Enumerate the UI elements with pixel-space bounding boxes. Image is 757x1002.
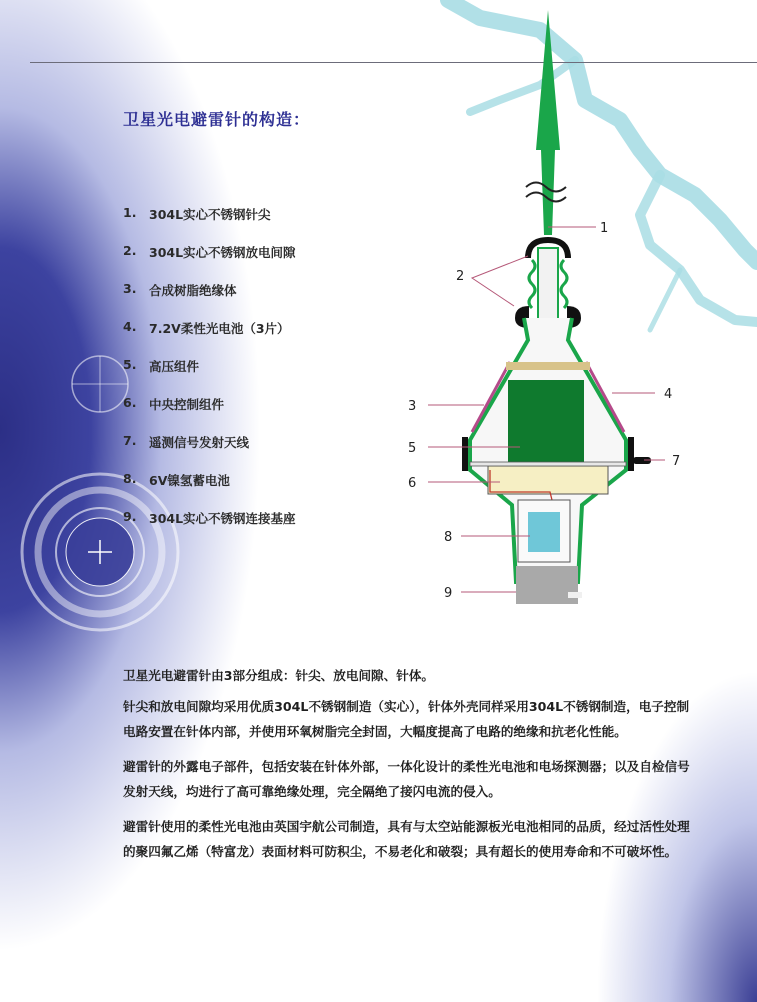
- board-strip: [470, 462, 626, 466]
- description-text: [123, 663, 693, 874]
- item-label: 高压组件: [149, 359, 200, 374]
- callout-5: 5: [408, 441, 417, 456]
- callout-2: 2: [456, 269, 465, 284]
- component-list: [123, 205, 296, 547]
- thread-left: [529, 260, 535, 308]
- item-label: 7.2V柔性光电池（3片）: [149, 321, 290, 336]
- callout-3: 3: [408, 399, 417, 414]
- item-label: 304L实心不锈钢放电间隙: [149, 245, 296, 260]
- control-board: [488, 466, 608, 494]
- item-label: 304L实心不锈钢连接基座: [149, 511, 296, 526]
- item-number: 5.: [123, 357, 137, 372]
- item-number: 2.: [123, 243, 137, 258]
- item-number: 3.: [123, 281, 137, 296]
- base-plug: [568, 592, 582, 598]
- item-label: 6V镍氢蓄电池: [149, 473, 230, 488]
- item-number: 7.: [123, 433, 137, 448]
- item-number: 8.: [123, 471, 137, 486]
- list-item: [123, 395, 296, 433]
- item-number: 9.: [123, 509, 137, 524]
- item-label: 遥测信号发射天线: [149, 435, 250, 450]
- list-item: [123, 319, 296, 357]
- paragraph-exposed-parts: 避雷针的外露电子部件，包括安装在针体外部，一体化设计的柔性光电池和电场探测器；以及自检信号发射天线，均进行了高可靠绝缘处理，完全隔绝了接闪电流的侵入。: [123, 759, 690, 799]
- paragraph-photocell: 避雷针使用的柔性光电池由英国宇航公司制造，具有与太空站能源板光电池相同的品质，经过活性处理的聚四氟乙烯（特富龙）表面材料可防积尘，不易老化和破裂；具有超长的使用寿命和不可破坏性。: [123, 819, 690, 859]
- callout-1: 1: [600, 221, 609, 236]
- lightning-rod-diagram: [400, 0, 700, 620]
- paragraph-materials: 针尖和放电间隙均采用优质304L不锈钢制造（实心），针体外壳同样采用304L不锈钢制造，电子控制电路安置在针体内部，并使用环氧树脂完全封固，大幅度提高了电路的绝缘和抗老化性能。: [123, 699, 690, 739]
- mounting-band-right: [628, 437, 634, 471]
- item-number: 4.: [123, 319, 137, 334]
- callout-7: 7: [672, 454, 681, 469]
- thread-right: [561, 260, 567, 308]
- callout-8: 8: [444, 530, 453, 545]
- list-item: [123, 433, 296, 471]
- callout-9: 9: [444, 586, 453, 601]
- item-label: 304L实心不锈钢针尖: [149, 207, 271, 222]
- upper-plate: [506, 362, 590, 370]
- list-item: [123, 281, 296, 319]
- page-title: 卫星光电避雷针的构造：: [123, 110, 311, 129]
- item-number: 6.: [123, 395, 137, 410]
- paragraph-summary: 卫星光电避雷针由3部分组成：针尖、放电间隙、针体。: [123, 668, 435, 683]
- list-item: [123, 471, 296, 509]
- high-voltage-module: [508, 380, 584, 464]
- item-number: 1.: [123, 205, 137, 220]
- item-label: 中央控制组件: [149, 397, 225, 412]
- mounting-band-left: [462, 437, 468, 471]
- battery: [528, 512, 560, 552]
- list-item: [123, 205, 296, 243]
- item-label: 合成树脂绝缘体: [149, 283, 237, 298]
- callout-6: 6: [408, 476, 417, 491]
- list-item: [123, 243, 296, 281]
- base: [516, 566, 578, 604]
- list-item: [123, 509, 296, 547]
- list-item: [123, 357, 296, 395]
- callout-4: 4: [664, 387, 673, 402]
